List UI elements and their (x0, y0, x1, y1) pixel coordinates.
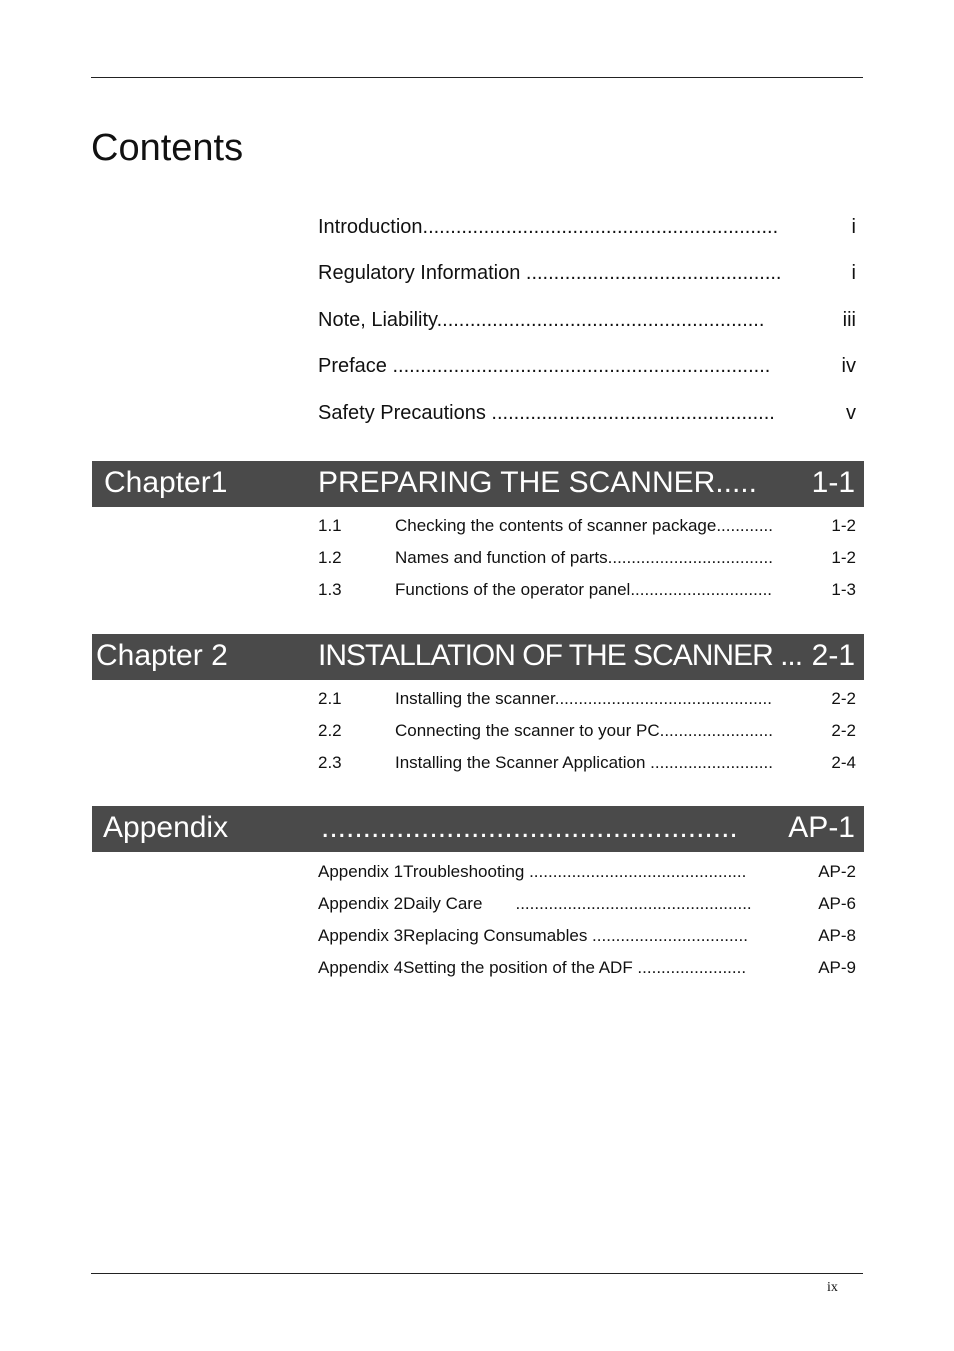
section-number: 1.3 (318, 580, 342, 599)
chapter-1-heading[interactable] (92, 461, 864, 507)
chapter-title: PREPARING THE SCANNER..... (318, 466, 757, 499)
toc-entry-1-2[interactable] (318, 546, 856, 570)
section-number: 1.1 (318, 516, 342, 535)
chapter-title: INSTALLATION OF THE SCANNER ... (318, 639, 803, 672)
toc-entry-page: iv (841, 355, 856, 377)
toc-entry-1-1[interactable] (318, 514, 856, 538)
appendix-label: Appendix 2Daily Care .................................................. (318, 894, 752, 913)
toc-entry-2-2[interactable] (318, 719, 856, 743)
appendix-page-ref: AP-6 (818, 894, 856, 913)
toc-entry-label: Preface .................................................................... (318, 355, 771, 377)
appendix-page: AP-1 (788, 811, 855, 844)
toc-entry-1-3[interactable] (318, 578, 856, 602)
chapter-name: Chapter1 (104, 466, 228, 499)
footer-rule (91, 1273, 863, 1274)
appendix-name: Appendix (103, 811, 229, 844)
toc-entry-page: i (851, 216, 856, 238)
chapter-name: Chapter 2 (96, 639, 228, 672)
toc-entry-regulatory-information[interactable] (318, 258, 856, 288)
appendix-label: Appendix 1Troubleshooting .............................................. (318, 862, 747, 881)
section-label: Connecting the scanner to your PC........................ (395, 721, 773, 740)
section-label: Installing the scanner.............................................. (395, 689, 772, 708)
toc-entry-safety-precautions[interactable] (318, 398, 856, 428)
toc-entry-label: Regulatory Information .............................................. (318, 262, 782, 284)
appendix-page-ref: AP-8 (818, 926, 856, 945)
section-page: 1-2 (831, 516, 856, 535)
section-page: 2-2 (831, 689, 856, 708)
header-rule (91, 77, 863, 78)
toc-entry-label: Note, Liability........................................................... (318, 309, 765, 331)
page-number: ix (827, 1280, 838, 1295)
toc-entry-label: Safety Precautions ................................................... (318, 402, 775, 424)
section-label: Checking the contents of scanner package............ (395, 516, 773, 535)
toc-entry-introduction[interactable] (318, 212, 856, 242)
section-number: 2.3 (318, 753, 342, 772)
appendix-label: Appendix 3Replacing Consumables ................................. (318, 926, 748, 945)
section-label: Installing the Scanner Application .......................... (395, 753, 773, 772)
section-number: 2.2 (318, 721, 342, 740)
appendix-leader: .................................................. (321, 811, 738, 844)
appendix-heading[interactable] (92, 806, 864, 852)
page-title: Contents (91, 127, 244, 169)
section-page: 1-2 (831, 548, 856, 567)
chapter-page: 2-1 (811, 639, 855, 672)
toc-entry-preface[interactable] (318, 351, 856, 381)
toc-entry-appendix-2[interactable] (318, 892, 856, 916)
section-page: 2-2 (831, 721, 856, 740)
toc-entry-2-3[interactable] (318, 751, 856, 775)
section-label: Names and function of parts................................... (395, 548, 773, 567)
toc-entry-appendix-1[interactable] (318, 860, 856, 884)
section-number: 2.1 (318, 689, 342, 708)
section-number: 1.2 (318, 548, 342, 567)
appendix-label: Appendix 4Setting the position of the ADF ....................... (318, 958, 747, 977)
section-label: Functions of the operator panel.............................. (395, 580, 773, 599)
toc-entry-appendix-3[interactable] (318, 924, 856, 948)
toc-entry-note-liability[interactable] (318, 305, 856, 335)
section-page: 2-4 (831, 753, 856, 772)
toc-entry-label: Introduction................................................................ (318, 216, 779, 238)
section-page: 1-3 (831, 580, 856, 599)
appendix-page-ref: AP-9 (818, 958, 856, 977)
chapter-page: 1-1 (811, 466, 855, 499)
toc-entry-page: v (846, 402, 856, 424)
appendix-page-ref: AP-2 (818, 862, 856, 881)
chapter-2-heading[interactable] (92, 634, 864, 680)
toc-entry-page: iii (842, 309, 856, 331)
toc-entry-appendix-4[interactable] (318, 956, 856, 980)
toc-entry-page: i (851, 262, 856, 284)
toc-entry-2-1[interactable] (318, 687, 856, 711)
